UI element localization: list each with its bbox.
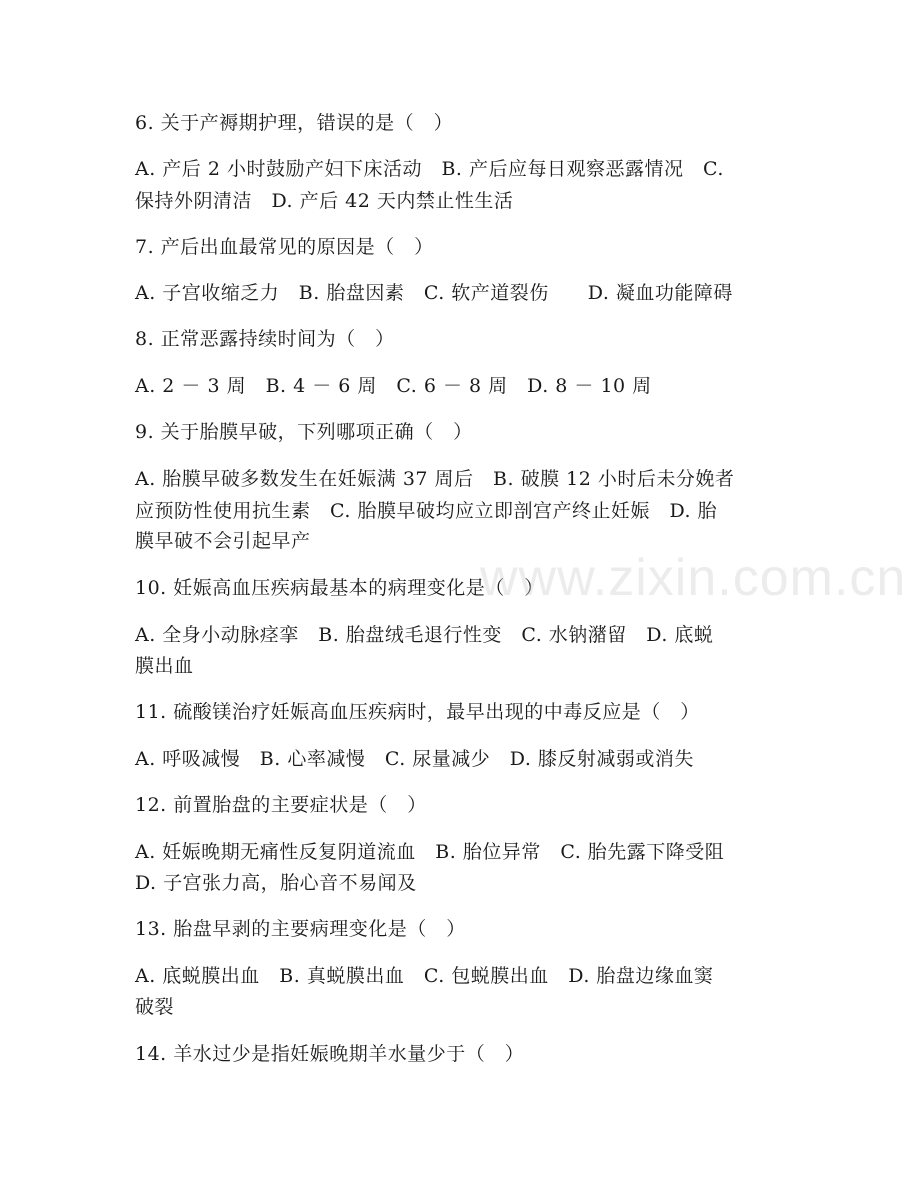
question-6-options-line-1: A. 产后 2 小时鼓励产妇下床活动 B. 产后应每日观察恶露情况 C. xyxy=(135,158,724,180)
question-9-options-line-3: 膜早破不会引起早产 xyxy=(135,530,311,552)
question-10-options-line-2: 膜出血 xyxy=(135,655,194,677)
question-13-options-line-2: 破裂 xyxy=(135,996,175,1018)
question-9-options-line-1: A. 胎膜早破多数发生在妊娠满 37 周后 B. 破膜 12 小时后未分娩者 xyxy=(135,468,735,490)
question-11-options-line-1: A. 呼吸减慢 B. 心率减慢 C. 尿量减少 D. 膝反射减弱或消失 xyxy=(135,748,694,770)
question-10-stem: 10. 妊娠高血压疾病最基本的病理变化是（ ） xyxy=(135,577,544,599)
question-6-options-line-2: 保持外阴清洁 D. 产后 42 天内禁止性生活 xyxy=(135,190,514,212)
question-9-options-line-2: 应预防性使用抗生素 C. 胎膜早破均应立即剖宫产终止妊娠 D. 胎 xyxy=(135,500,718,522)
question-10-options-line-1: A. 全身小动脉痉挛 B. 胎盘绒毛退行性变 C. 水钠潴留 D. 底蜕 xyxy=(135,624,714,646)
question-8-stem: 8. 正常恶露持续时间为（ ） xyxy=(135,328,395,350)
question-8-options-line-1: A. 2 － 3 周 B. 4 － 6 周 C. 6 － 8 周 D. 8 － 10 周 xyxy=(135,375,652,397)
question-7-stem: 7. 产后出血最常见的原因是（ ） xyxy=(135,236,434,258)
watermark-text: www.zixin.com.cn xyxy=(480,549,907,607)
question-12-options-line-1: A. 妊娠晚期无痛性反复阴道流血 B. 胎位异常 C. 胎先露下降受阻 xyxy=(135,841,725,863)
question-12-stem: 12. 前置胎盘的主要症状是（ ） xyxy=(135,794,427,816)
question-13-stem: 13. 胎盘早剥的主要病理变化是（ ） xyxy=(135,918,466,940)
question-6-stem: 6. 关于产褥期护理，错误的是（ ） xyxy=(135,112,454,134)
question-7-options-line-1: A. 子宫收缩乏力 B. 胎盘因素 C. 软产道裂伤 D. 凝血功能障碍 xyxy=(135,282,733,304)
question-14-stem: 14. 羊水过少是指妊娠晚期羊水量少于（ ） xyxy=(135,1043,525,1065)
question-9-stem: 9. 关于胎膜早破，下列哪项正确（ ） xyxy=(135,421,473,443)
question-11-stem: 11. 硫酸镁治疗妊娠高血压疾病时，最早出现的中毒反应是（ ） xyxy=(135,701,700,723)
question-12-options-line-2: D. 子宫张力高，胎心音不易闻及 xyxy=(135,872,417,894)
question-13-options-line-1: A. 底蜕膜出血 B. 真蜕膜出血 C. 包蜕膜出血 D. 胎盘边缘血窦 xyxy=(135,965,714,987)
